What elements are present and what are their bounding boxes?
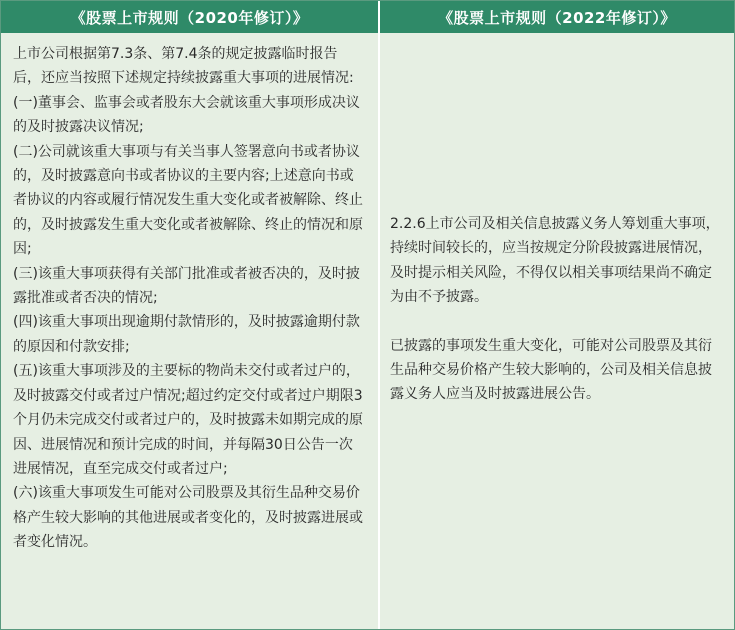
cell-2022-rules	[380, 33, 734, 629]
rule-2022-article-2-2-6: 2.2.6上市公司及相关信息披露义务人筹划重大事项，持续时间较长的，应当按规定分阶段披露进展情况，及时提示相关风险，不得仅以相关事项结果尚不确定为由不予披露。	[390, 216, 720, 306]
rule-2020-item-6: (六)该重大事项发生可能对公司股票及其衍生品种交易价格产生较大影响的其他进展或者变化的，及时披露进展或者变化情况。	[13, 485, 363, 551]
cell-2020-rules	[1, 33, 380, 629]
rule-2020-item-2: (二)公司就该重大事项与有关当事人签署意向书或者协议的，及时披露意向书或者协议的主要内容;上述意向书或者协议的内容或履行情况发生重大变化或者被解除、终止的，及时披露发生重大变化或者被解除、终止的情况和原因;	[13, 143, 363, 258]
rule-2022-block	[390, 212, 720, 407]
header-2020-rules: 《股票上市规则（2020年修订）》	[1, 1, 380, 33]
rule-2020-item-4: (四)该重大事项出现逾期付款情形的，及时披露逾期付款的原因和付款安排;	[13, 314, 360, 355]
rule-2020-item-5: (五)该重大事项涉及的主要标的物尚未交付或者过户的，及时披露交付或者过户情况;超过约定交付或者过户期限3个月仍未完成交付或者过户的，及时披露未如期完成的原因、进展情况和预计完成的时间，并每隔30日公告一次进展情况，直至完成交付或者过户;	[13, 363, 363, 477]
rule-2020-item-3: (三)该重大事项获得有关部门批准或者被否决的，及时披露批准或者否决的情况;	[13, 265, 360, 307]
rule-2020-intro: 上市公司根据第7.3条、第7.4条的规定披露临时报告后，还应当按照下述规定持续披露重大事项的进展情况:	[13, 46, 354, 87]
rule-2022-material-change: 已披露的事项发生重大变化，可能对公司股票及其衍生品种交易价格产生较大影响的，公司及相关信息披露义务人应当及时披露进展公告。	[390, 337, 712, 403]
rule-2020-item-1: (一)董事会、监事会或者股东大会就该重大事项形成决议的及时披露决议情况;	[13, 94, 360, 136]
header-2022-rules: 《股票上市规则（2022年修订）》	[380, 1, 734, 33]
